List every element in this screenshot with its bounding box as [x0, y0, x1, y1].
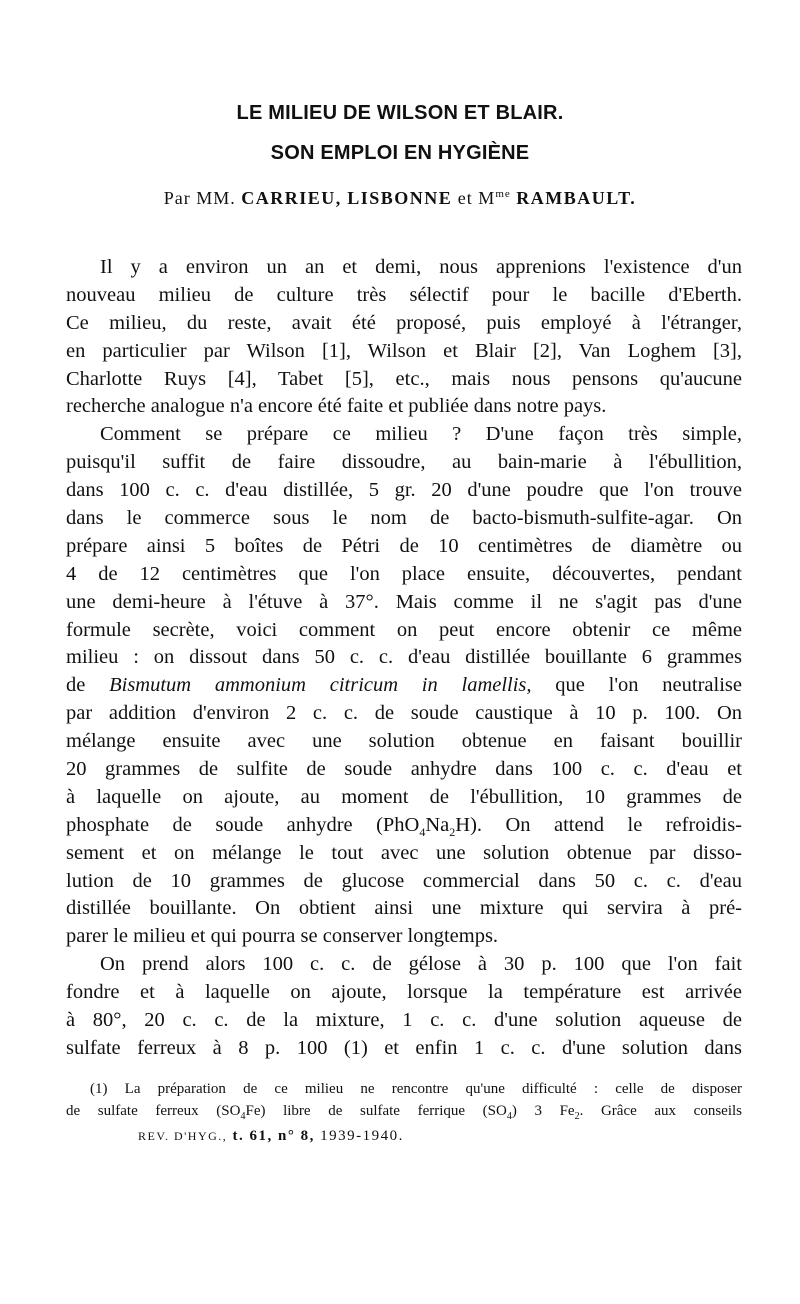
text-line: puisqu'il suffit de faire dissoudre, au bain-marie à l'ébullition, — [66, 451, 742, 474]
text-line: On prend alors 100 c. c. de gélose à 30 p. 100 que l'on fait — [100, 953, 742, 976]
author-prefix: Par MM. — [163, 188, 236, 208]
author-conjunction: et — [457, 188, 473, 208]
text-line: prépare ainsi 5 boîtes de Pétri de 10 centimètres de diamètre ou — [66, 534, 742, 557]
text-line: à 80°, 20 c. c. de la mixture, 1 c. c. d'une solution aqueuse de — [66, 1009, 742, 1032]
text-line: distillée bouillante. On obtient ainsi une mixture qui servira à pré- — [66, 897, 742, 920]
text-line: phosphate de soude anhydre $(PhO_4Na_2H)$. On attend le refroidis- — [66, 813, 742, 839]
text-line: mélange ensuite avec une solution obtenue en faisant bouillir — [66, 730, 742, 753]
journal-volume: t. 61, — [232, 1128, 273, 1144]
text-line: de Bismutum ammonium citricum in lamellis, que l'on neutralise — [66, 674, 742, 697]
text-line: 20 grammes de sulfite de soude anhydre dans 100 c. c. d'eau et — [66, 758, 742, 781]
text-line: nouveau milieu de culture très sélectif pour le bacille d'Eberth. — [66, 283, 742, 306]
text-line: une demi-heure à l'étuve à 37°. Mais comme il ne s'agit pas d'une — [66, 590, 742, 613]
article-title-line-2: SON EMPLOI EN HYGIÈNE — [270, 142, 530, 164]
text-line: à laquelle on ajoute, au moment de l'ébullition, 10 grammes de — [66, 785, 742, 808]
text-line: en particulier par Wilson [1], Wilson et Blair [2], Van Loghem [3], — [66, 339, 742, 362]
text-line: fondre et à laquelle on ajoute, lorsque la température est arrivée — [66, 981, 742, 1004]
author-rambault: RAMBAULT. — [516, 188, 637, 208]
text-line: sement et on mélange le tout avec une solution obtenue par disso- — [66, 841, 742, 864]
article-body — [66, 254, 742, 1063]
text-line: milieu : on dissout dans 50 c. c. d'eau distillée bouillante 6 grammes — [66, 646, 742, 669]
text-line: 4 de 12 centimètres que l'on place ensuite, découvertes, pendant — [66, 562, 742, 585]
text-line: Ce milieu, du reste, avait été proposé, puis employé à l'étranger, — [66, 311, 742, 334]
journal-name: REV. D'HYG., — [138, 1129, 228, 1143]
text-line: Charlotte Ruys [4], Tabet [5], etc., mais nous pensons qu'aucune — [66, 367, 742, 390]
text-line: Comment se prépare ce milieu ? D'une façon très simple, — [100, 423, 742, 446]
author-carrieu: CARRIEU, — [241, 188, 342, 208]
text-line: sulfate ferreux à 8 p. 100 (1) et enfin 1 c. c. d'une solution dans — [66, 1036, 742, 1059]
text-line: dans le commerce sous le nom de bacto-bismuth-sulfite-agar. On — [66, 507, 742, 530]
footnote-line: (1) La préparation de ce milieu ne rencontre qu'une difficulté : celle de disposer — [90, 1081, 742, 1097]
footnote-line: de sulfate ferreux $(SO_4Fe)$ libre de sulfate ferrique $(SO_4)$ 3 $Fe_2$. Grâce aux conseils — [66, 1103, 742, 1122]
text-line: recherche analogue n'a encore été faite et publiée dans notre pays. — [66, 395, 607, 418]
author-line — [0, 188, 800, 209]
author-title-mme: $M^{me}$ — [478, 188, 511, 208]
article-title-line-1: LE MILIEU DE WILSON ET BLAIR. — [236, 102, 564, 124]
text-line: dans 100 c. c. d'eau distillée, 5 gr. 20 d'une poudre que l'on trouve — [66, 479, 742, 502]
journal-citation — [138, 1128, 404, 1145]
text-line: lution de 10 grammes de glucose commercial dans 50 c. c. d'eau — [66, 869, 742, 892]
journal-number: n° 8, — [278, 1128, 315, 1144]
text-line: parer le milieu et qui pourra se conserver longtemps. — [66, 925, 499, 948]
journal-years: 1939-1940. — [320, 1128, 404, 1144]
footnote — [66, 1078, 742, 1122]
text-line: Il y a environ un an et demi, nous apprenions l'existence d'un — [100, 256, 742, 278]
author-lisbonne: LISBONNE — [347, 188, 453, 208]
text-line: par addition d'environ 2 c. c. de soude caustique à 10 p. 100. On — [66, 702, 742, 725]
latin-term: Bismutum ammonium citricum in lamellis, — [109, 674, 532, 697]
text-line: formule secrète, voici comment on peut encore obtenir ce même — [66, 618, 742, 641]
